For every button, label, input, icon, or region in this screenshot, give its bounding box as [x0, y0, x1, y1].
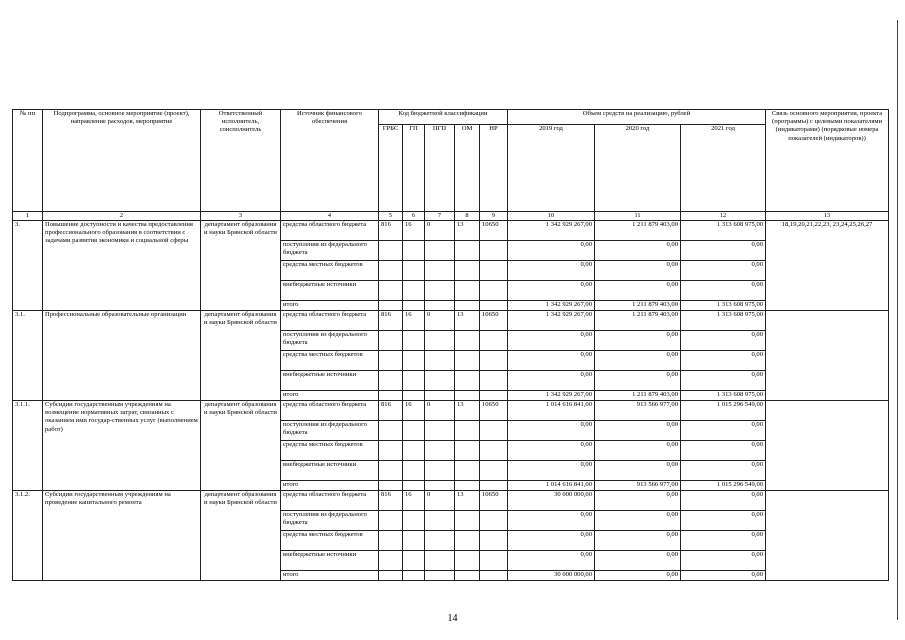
amount-2021: 0,00: [681, 511, 766, 531]
amount-2019: 1 342 929 267,00: [508, 311, 595, 331]
budget-code-om: 13: [455, 491, 480, 511]
funding-source-label: внебюджетные источники: [281, 371, 379, 391]
budget-code-om: [455, 511, 480, 531]
budget-code-om: [455, 371, 480, 391]
header-grbs: ГРБС: [379, 125, 403, 212]
amount-2019: 0,00: [508, 351, 595, 371]
budget-code-gp: [403, 421, 425, 441]
budget-code-np: [480, 531, 508, 551]
budget-code-np: 10650: [480, 221, 508, 241]
budget-code-pgp: [425, 371, 455, 391]
budget-code-pgp: [425, 511, 455, 531]
amount-2020: 0,00: [595, 281, 681, 301]
funding-source-label: внебюджетные источники: [281, 281, 379, 301]
amount-2021: 0,00: [681, 241, 766, 261]
budget-code-gp: [403, 371, 425, 391]
budget-code-om: [455, 551, 480, 571]
amount-2021: 0,00: [681, 351, 766, 371]
amount-2021: 0,00: [681, 281, 766, 301]
budget-code-om: [455, 461, 480, 481]
budget-code-om: [455, 351, 480, 371]
funding-source-label: средства местных бюджетов: [281, 261, 379, 281]
funding-source-label: средства местных бюджетов: [281, 441, 379, 461]
column-number: 1: [13, 212, 43, 221]
amount-2019: 30 000 000,00: [508, 491, 595, 511]
table-row: [13, 491, 889, 511]
budget-code-grbs: [379, 531, 403, 551]
amount-2019: 0,00: [508, 531, 595, 551]
amount-2021: 1 313 608 975,00: [681, 311, 766, 331]
funding-source-label: итого: [281, 481, 379, 491]
amount-2021: 0,00: [681, 421, 766, 441]
funding-source-label: итого: [281, 301, 379, 311]
amount-2019: 0,00: [508, 421, 595, 441]
column-number: 12: [681, 212, 766, 221]
budget-code-grbs: [379, 421, 403, 441]
amount-2021: 0,00: [681, 461, 766, 481]
header-pgp: ПГП: [425, 125, 455, 212]
budget-code-grbs: 816: [379, 401, 403, 421]
program-section: [13, 311, 889, 401]
budget-code-pgp: [425, 301, 455, 311]
page-number: 14: [447, 613, 458, 624]
budget-code-grbs: [379, 461, 403, 481]
budget-code-grbs: 816: [379, 221, 403, 241]
amount-2020: 0,00: [595, 531, 681, 551]
section-name: Профессиональные образовательные организации: [43, 311, 201, 401]
amount-2020: 0,00: [595, 441, 681, 461]
header-year-2020: 2020 год: [595, 125, 681, 212]
budget-code-np: [480, 571, 508, 581]
header-year-2021: 2021 год: [681, 125, 766, 212]
section-number: 3.1.2.: [13, 491, 43, 581]
budget-code-gp: [403, 241, 425, 261]
table-row: [13, 401, 889, 421]
amount-2020: 0,00: [595, 241, 681, 261]
budget-code-grbs: [379, 241, 403, 261]
budget-code-pgp: 0: [425, 221, 455, 241]
section-responsible: департамент образования и науки Брянской области: [201, 491, 281, 581]
budget-code-gp: 16: [403, 401, 425, 421]
program-section: [13, 221, 889, 311]
budget-code-om: 13: [455, 311, 480, 331]
amount-2019: 1 014 616 841,00: [508, 401, 595, 421]
budget-code-pgp: [425, 331, 455, 351]
budget-code-np: 10650: [480, 311, 508, 331]
amount-2019: 1 342 929 267,00: [508, 391, 595, 401]
section-number: 3.1.1.: [13, 401, 43, 491]
header-volume: Объем средств на реализацию, рублей: [508, 110, 766, 125]
budget-code-np: [480, 351, 508, 371]
amount-2020: 0,00: [595, 421, 681, 441]
amount-2020: 0,00: [595, 461, 681, 481]
budget-code-gp: [403, 441, 425, 461]
budget-code-gp: [403, 481, 425, 491]
budget-code-grbs: [379, 441, 403, 461]
amount-2021: 1 313 608 975,00: [681, 301, 766, 311]
budget-code-pgp: [425, 391, 455, 401]
budget-code-grbs: [379, 551, 403, 571]
budget-code-np: [480, 331, 508, 351]
column-number: 2: [43, 212, 201, 221]
amount-2021: 0,00: [681, 331, 766, 351]
page-edge-line: [897, 20, 898, 620]
funding-source-label: поступления из федерального бюджета: [281, 511, 379, 531]
amount-2021: 1 313 608 975,00: [681, 221, 766, 241]
header-num: № пп: [13, 110, 43, 212]
budget-table: [12, 109, 889, 581]
budget-code-np: [480, 281, 508, 301]
budget-code-om: [455, 531, 480, 551]
funding-source-label: средства областного бюджета: [281, 221, 379, 241]
column-number: 5: [379, 212, 403, 221]
amount-2021: 1 015 296 549,00: [681, 481, 766, 491]
budget-code-om: [455, 281, 480, 301]
budget-code-om: [455, 331, 480, 351]
amount-2019: 1 342 929 267,00: [508, 221, 595, 241]
budget-code-grbs: 816: [379, 311, 403, 331]
budget-code-gp: [403, 331, 425, 351]
budget-code-pgp: 0: [425, 311, 455, 331]
budget-code-gp: [403, 511, 425, 531]
budget-code-np: [480, 481, 508, 491]
budget-code-pgp: [425, 351, 455, 371]
table-row: [13, 221, 889, 241]
funding-source-label: средства местных бюджетов: [281, 531, 379, 551]
section-responsible: департамент образования и науки Брянской области: [201, 311, 281, 401]
budget-code-om: 13: [455, 221, 480, 241]
budget-code-np: [480, 441, 508, 461]
header-program: Подпрограмма, основное мероприятие (проект), направление расходов, мероприятие: [43, 110, 201, 212]
amount-2019: 0,00: [508, 371, 595, 391]
budget-code-om: [455, 391, 480, 401]
indicator-link: 18,19,20,21,22,23, 23,24,25,26,27: [766, 221, 889, 311]
amount-2020: 0,00: [595, 371, 681, 391]
amount-2021: 1 313 608 975,00: [681, 391, 766, 401]
amount-2019: 0,00: [508, 441, 595, 461]
section-number: 3.1.: [13, 311, 43, 401]
budget-code-gp: [403, 551, 425, 571]
amount-2020: 0,00: [595, 351, 681, 371]
funding-source-label: внебюджетные источники: [281, 551, 379, 571]
budget-code-om: [455, 441, 480, 461]
budget-code-pgp: [425, 531, 455, 551]
amount-2019: 0,00: [508, 461, 595, 481]
amount-2019: 30 000 000,00: [508, 571, 595, 581]
indicator-link: [766, 491, 889, 581]
budget-code-pgp: [425, 481, 455, 491]
budget-code-gp: [403, 301, 425, 311]
budget-code-np: [480, 391, 508, 401]
budget-code-grbs: [379, 351, 403, 371]
budget-code-pgp: [425, 241, 455, 261]
budget-code-grbs: [379, 261, 403, 281]
budget-code-np: [480, 421, 508, 441]
amount-2019: 0,00: [508, 241, 595, 261]
budget-code-pgp: [425, 551, 455, 571]
budget-code-gp: [403, 531, 425, 551]
section-name: Субсидии государственным учреждениям на проведение капитального ремонта: [43, 491, 201, 581]
budget-code-np: [480, 371, 508, 391]
budget-code-gp: [403, 571, 425, 581]
budget-code-grbs: [379, 391, 403, 401]
budget-code-np: [480, 461, 508, 481]
amount-2020: 0,00: [595, 261, 681, 281]
budget-code-gp: 16: [403, 311, 425, 331]
budget-code-om: 13: [455, 401, 480, 421]
funding-source-label: средства областного бюджета: [281, 311, 379, 331]
amount-2020: 1 211 879 403,00: [595, 221, 681, 241]
amount-2020: 913 566 977,00: [595, 401, 681, 421]
budget-code-grbs: 816: [379, 491, 403, 511]
column-number-row: [13, 212, 889, 221]
budget-code-grbs: [379, 371, 403, 391]
amount-2019: 0,00: [508, 281, 595, 301]
column-number: 10: [508, 212, 595, 221]
budget-code-pgp: [425, 421, 455, 441]
amount-2019: 1 342 929 267,00: [508, 301, 595, 311]
section-name: Субсидии государственным учреждениям на возмещение нормативных затрат, связанных с оказанием ими государ-ственных услуг (выполнением работ): [43, 401, 201, 491]
funding-source-label: поступления из федерального бюджета: [281, 331, 379, 351]
budget-code-grbs: [379, 571, 403, 581]
funding-source-label: средства областного бюджета: [281, 491, 379, 511]
budget-code-om: [455, 241, 480, 261]
budget-code-np: [480, 511, 508, 531]
budget-code-grbs: [379, 281, 403, 301]
budget-code-om: [455, 571, 480, 581]
section-name: Повышение доступности и качества предоставления профессионального образования в соответствии с задачами развития экономики и социальной сферы: [43, 221, 201, 311]
amount-2020: 1 211 879 403,00: [595, 391, 681, 401]
budget-code-np: [480, 551, 508, 571]
amount-2020: 0,00: [595, 331, 681, 351]
funding-source-label: внебюджетные источники: [281, 461, 379, 481]
budget-code-pgp: [425, 571, 455, 581]
budget-code-np: [480, 241, 508, 261]
column-number: 4: [281, 212, 379, 221]
budget-code-pgp: [425, 441, 455, 461]
amount-2021: 0,00: [681, 531, 766, 551]
indicator-link: [766, 311, 889, 401]
amount-2021: 0,00: [681, 371, 766, 391]
section-number: 3.: [13, 221, 43, 311]
column-number: 8: [455, 212, 480, 221]
column-number: 3: [201, 212, 281, 221]
amount-2020: 1 211 879 403,00: [595, 301, 681, 311]
header-source: Источник финансового обеспечения: [281, 110, 379, 212]
program-section: [13, 491, 889, 581]
amount-2019: 1 014 616 841,00: [508, 481, 595, 491]
header-link: Связь основного мероприятия, проекта (программы) с целевыми показателями (индикаторами) (порядковые номера показателей (индикаторов)): [766, 110, 889, 212]
budget-code-np: [480, 301, 508, 311]
budget-code-gp: [403, 351, 425, 371]
amount-2021: 0,00: [681, 551, 766, 571]
amount-2020: 1 211 879 403,00: [595, 311, 681, 331]
header-np: НР: [480, 125, 508, 212]
budget-code-gp: [403, 391, 425, 401]
amount-2020: 913 566 977,00: [595, 481, 681, 491]
budget-code-grbs: [379, 481, 403, 491]
amount-2021: 1 015 296 549,00: [681, 401, 766, 421]
budget-code-grbs: [379, 301, 403, 311]
budget-code-pgp: 0: [425, 491, 455, 511]
budget-code-pgp: [425, 281, 455, 301]
budget-code-np: 10650: [480, 401, 508, 421]
header-responsible: Ответственный исполнитель, соисполнитель: [201, 110, 281, 212]
budget-code-gp: 16: [403, 491, 425, 511]
amount-2021: 0,00: [681, 441, 766, 461]
column-number: 6: [403, 212, 425, 221]
funding-source-label: поступления из федерального бюджета: [281, 421, 379, 441]
funding-source-label: итого: [281, 571, 379, 581]
funding-source-label: средства областного бюджета: [281, 401, 379, 421]
budget-code-pgp: 0: [425, 401, 455, 421]
budget-code-gp: [403, 261, 425, 281]
budget-code-grbs: [379, 331, 403, 351]
amount-2019: 0,00: [508, 551, 595, 571]
budget-code-pgp: [425, 461, 455, 481]
budget-code-grbs: [379, 511, 403, 531]
amount-2021: 0,00: [681, 571, 766, 581]
amount-2019: 0,00: [508, 511, 595, 531]
budget-code-om: [455, 421, 480, 441]
budget-code-om: [455, 481, 480, 491]
amount-2020: 0,00: [595, 571, 681, 581]
table-row: [13, 311, 889, 331]
column-number: 9: [480, 212, 508, 221]
funding-source-label: итого: [281, 391, 379, 401]
budget-code-np: 10650: [480, 491, 508, 511]
amount-2021: 0,00: [681, 491, 766, 511]
header-gp: ГП: [403, 125, 425, 212]
amount-2020: 0,00: [595, 491, 681, 511]
program-section: [13, 401, 889, 491]
section-responsible: департамент образования и науки Брянской области: [201, 401, 281, 491]
funding-source-label: средства местных бюджетов: [281, 351, 379, 371]
header-row: [13, 110, 889, 125]
amount-2019: 0,00: [508, 261, 595, 281]
amount-2020: 0,00: [595, 511, 681, 531]
amount-2020: 0,00: [595, 551, 681, 571]
budget-code-om: [455, 301, 480, 311]
budget-code-om: [455, 261, 480, 281]
header-budget-code: Код бюджетной классификации: [379, 110, 508, 125]
header-year-2019: 2019 год: [508, 125, 595, 212]
amount-2019: 0,00: [508, 331, 595, 351]
header-om: ОМ: [455, 125, 480, 212]
budget-code-pgp: [425, 261, 455, 281]
budget-code-gp: [403, 281, 425, 301]
column-number: 7: [425, 212, 455, 221]
column-number: 11: [595, 212, 681, 221]
column-number: 13: [766, 212, 889, 221]
funding-source-label: поступления из федерального бюджета: [281, 241, 379, 261]
indicator-link: [766, 401, 889, 491]
amount-2021: 0,00: [681, 261, 766, 281]
budget-code-gp: [403, 461, 425, 481]
section-responsible: департамент образования и науки Брянской области: [201, 221, 281, 311]
budget-code-gp: 16: [403, 221, 425, 241]
budget-code-np: [480, 261, 508, 281]
